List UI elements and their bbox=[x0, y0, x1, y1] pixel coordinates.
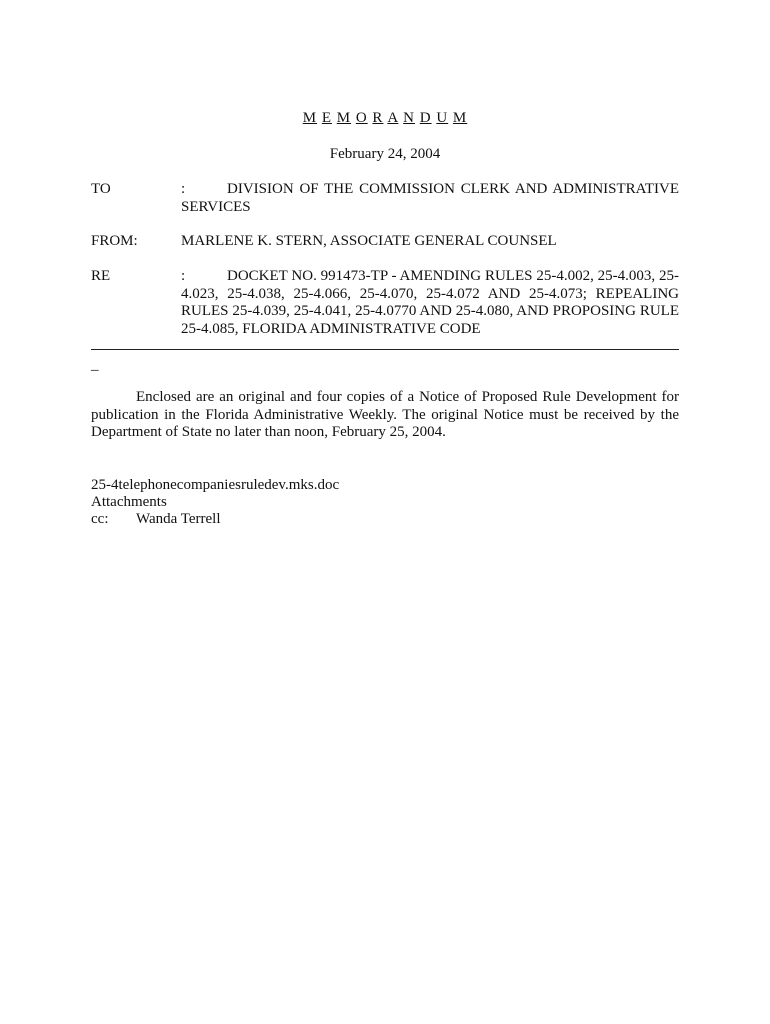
separator-line bbox=[91, 349, 679, 350]
title-letter: M bbox=[452, 110, 468, 126]
file-reference: 25-4telephonecompaniesruledev.mks.doc bbox=[91, 477, 340, 493]
re-subject: DOCKET NO. 991473-TP - AMENDING RULES 25-4.002, 25-4.003, 25-4.023, 25-4.038, 25-4.066, 25-4.070, 25-4.072 AND 25-4.073; REPEALING RULES 25-4.039, 25-4.041, 25-4.0770 AND 25-4.080, AND PROPOSING RULE 25-4.085, FLORIDA ADMINISTRATIVE CODE bbox=[181, 268, 679, 337]
body-paragraph: Enclosed are an original and four copies of a Notice of Proposed Rule Development for publication in the Florida Administrative Weekly. The original Notice must be received by the Department of State no later than noon, February 25, 2004. bbox=[91, 389, 679, 440]
re-label: RE bbox=[91, 268, 111, 284]
memo-title bbox=[0, 110, 770, 127]
title-letter: U bbox=[436, 110, 449, 126]
re-body bbox=[181, 268, 679, 338]
to-body bbox=[181, 181, 679, 216]
title-letter: N bbox=[403, 110, 415, 126]
attachments-note: Attachments bbox=[91, 494, 167, 510]
cc-label: cc: bbox=[91, 511, 109, 527]
title-letter: O bbox=[355, 110, 368, 126]
memo-date: February 24, 2004 bbox=[329, 146, 441, 162]
separator-dash: _ bbox=[91, 357, 99, 373]
title-letter: M bbox=[336, 110, 352, 126]
re-colon: : bbox=[181, 268, 186, 284]
title-letter: R bbox=[372, 110, 384, 126]
from-sender: MARLENE K. STERN, ASSOCIATE GENERAL COUNSEL bbox=[181, 233, 557, 249]
cc-line bbox=[91, 511, 221, 529]
cc-recipient: Wanda Terrell bbox=[136, 511, 221, 527]
title-letter: M bbox=[302, 110, 318, 126]
title-letter: D bbox=[419, 110, 432, 126]
title-letter: A bbox=[387, 110, 399, 126]
to-colon: : bbox=[181, 181, 186, 197]
to-recipient: DIVISION OF THE COMMISSION CLERK AND ADMINISTRATIVE SERVICES bbox=[181, 181, 679, 215]
title-letter: E bbox=[321, 110, 332, 126]
to-label: TO bbox=[91, 181, 111, 197]
from-label: FROM: bbox=[91, 233, 138, 249]
